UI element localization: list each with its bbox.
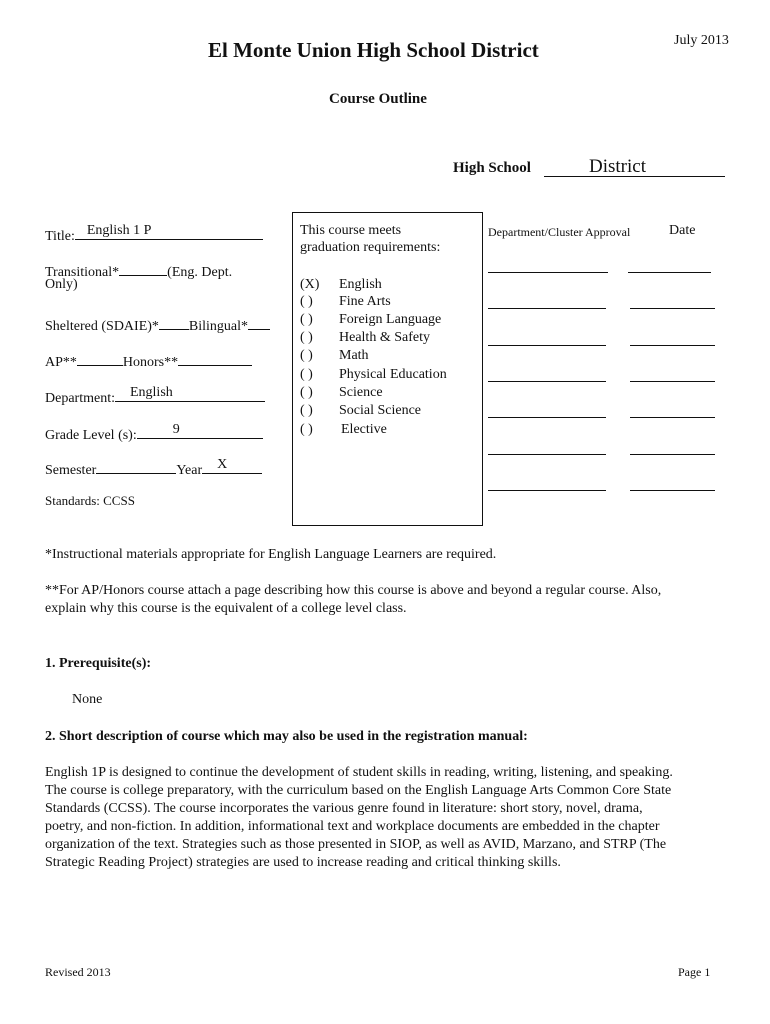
description-line: Strategic Reading Project) strategies are used to increase reading and critical thinking skills.	[45, 855, 561, 870]
approval-signature-line[interactable]	[488, 272, 608, 273]
description-line: English 1P is designed to continue the development of student skills in reading, writing, listening, and speaking.	[45, 765, 673, 780]
semester-input[interactable]	[96, 457, 176, 474]
requirement-label: Social Science	[339, 403, 422, 418]
sheltered-field	[45, 313, 270, 335]
high-school-label: High School	[453, 160, 531, 176]
page-subtitle: Course Outline	[329, 91, 427, 107]
department-field	[45, 385, 265, 407]
approval-signature-line[interactable]	[488, 490, 606, 491]
requirement-item[interactable]	[300, 277, 382, 293]
approval-signature-line[interactable]	[488, 381, 606, 382]
requirement-checkbox[interactable]: ( )	[300, 294, 313, 309]
requirements-heading-2: graduation requirements:	[300, 240, 441, 255]
grade-field	[45, 422, 263, 444]
approval-date-line[interactable]	[630, 490, 715, 491]
approval-date-line[interactable]	[630, 417, 715, 418]
description-heading: 2. Short description of course which may also be used in the registration manual:	[45, 729, 528, 744]
department-value: English	[129, 385, 173, 400]
title-field	[45, 223, 263, 245]
date-label: July 2013	[674, 33, 729, 48]
description-line: organization of the text. Strategies such as those presented in SIOP, as well as AVID, Marzano, and STRP (The	[45, 837, 667, 852]
grade-input[interactable]	[137, 422, 263, 439]
high-school-value: District	[589, 156, 646, 177]
ap-honors-note-line1: **For AP/Honors course attach a page describing how this course is above and beyond a regular course. Also,	[45, 583, 662, 598]
sheltered-input[interactable]	[159, 313, 189, 330]
prerequisites-body: None	[72, 692, 103, 707]
requirement-label: Fine Arts	[339, 294, 391, 309]
approval-date-line[interactable]	[630, 345, 715, 346]
bilingual-input[interactable]	[248, 313, 270, 330]
approval-signature-line[interactable]	[488, 345, 606, 346]
ap-label: AP**	[45, 355, 77, 370]
honors-input[interactable]	[178, 349, 252, 366]
grade-label: Grade Level (s):	[45, 428, 137, 443]
transitional-input[interactable]	[119, 259, 167, 276]
approval-date-line[interactable]	[630, 308, 715, 309]
semester-year-field	[45, 457, 262, 479]
ap-honors-field	[45, 349, 252, 371]
department-input[interactable]	[115, 385, 265, 402]
requirement-item[interactable]	[300, 330, 430, 346]
ap-honors-note-line2: explain why this course is the equivalent of a college level class.	[45, 601, 407, 616]
requirement-checkbox[interactable]: ( )	[300, 348, 313, 363]
ell-note: *Instructional materials appropriate for English Language Learners are required.	[45, 547, 497, 562]
requirement-checkbox[interactable]: ( )	[300, 385, 313, 400]
page-number: Page 1	[678, 965, 711, 979]
requirement-checkbox[interactable]: ( )	[300, 403, 313, 418]
sheltered-label: Sheltered (SDAIE)*	[45, 319, 159, 334]
description-line: Standards (CCSS). The course incorporates the various genre found in literature: short story, novel, drama,	[45, 801, 643, 816]
description-line: poetry, and non-fiction. In addition, informational text and workplace documents are embedded in the chapter	[45, 819, 660, 834]
approval-signature-line[interactable]	[488, 417, 606, 418]
approval-date-line[interactable]	[630, 454, 715, 455]
transitional-note: (Eng. Dept.	[167, 265, 233, 280]
approval-date-line[interactable]	[630, 381, 715, 382]
semester-label: Semester	[45, 463, 97, 478]
year-input[interactable]	[202, 457, 262, 474]
requirement-label: Foreign Language	[339, 312, 442, 327]
requirement-item[interactable]	[300, 385, 383, 401]
approval-signature-line[interactable]	[488, 308, 606, 309]
ap-input[interactable]	[77, 349, 123, 366]
department-label: Department:	[45, 391, 115, 406]
requirement-item[interactable]	[300, 422, 387, 438]
transitional-label: Transitional*	[45, 265, 120, 280]
requirement-checkbox[interactable]: ( )	[300, 367, 313, 382]
page-title: El Monte Union High School District	[208, 38, 539, 62]
revised-label: Revised 2013	[45, 965, 111, 979]
title-value: English 1 P	[86, 223, 152, 238]
requirement-label: Elective	[341, 422, 387, 437]
requirement-item[interactable]	[300, 367, 447, 383]
requirement-item[interactable]	[300, 348, 369, 364]
honors-label: Honors**	[122, 355, 179, 370]
requirement-label: Health & Safety	[339, 330, 430, 345]
requirement-label: Science	[339, 385, 383, 400]
requirement-item[interactable]	[300, 294, 391, 310]
requirement-checkbox[interactable]: ( )	[300, 330, 313, 345]
requirement-checkbox[interactable]: ( )	[300, 422, 313, 437]
approval-date-line[interactable]	[628, 272, 711, 273]
dept-approval-label: Department/Cluster Approval	[488, 225, 631, 239]
standards-label: Standards: CCSS	[45, 493, 135, 508]
requirement-label: Physical Education	[339, 367, 447, 382]
requirement-label: English	[339, 277, 382, 292]
year-value: X	[217, 457, 228, 472]
title-input[interactable]	[75, 223, 263, 240]
requirement-checkbox[interactable]: (X)	[300, 277, 320, 292]
description-line: The course is college preparatory, with the curriculum based on the English Language Arts Common Core State	[45, 783, 672, 798]
year-label: Year	[176, 463, 203, 478]
requirement-checkbox[interactable]: ( )	[300, 312, 313, 327]
transitional-note-2: Only)	[45, 277, 78, 292]
approval-date-label: Date	[669, 223, 696, 238]
requirement-item[interactable]	[300, 312, 441, 328]
title-label: Title:	[45, 229, 75, 244]
grade-value: 9	[172, 422, 180, 437]
requirement-label: Math	[339, 348, 369, 363]
approval-signature-line[interactable]	[488, 454, 606, 455]
bilingual-label: Bilingual*	[188, 319, 249, 334]
requirement-item[interactable]	[300, 403, 421, 419]
requirements-heading-1: This course meets	[300, 223, 402, 238]
prerequisites-heading: 1. Prerequisite(s):	[45, 656, 152, 671]
